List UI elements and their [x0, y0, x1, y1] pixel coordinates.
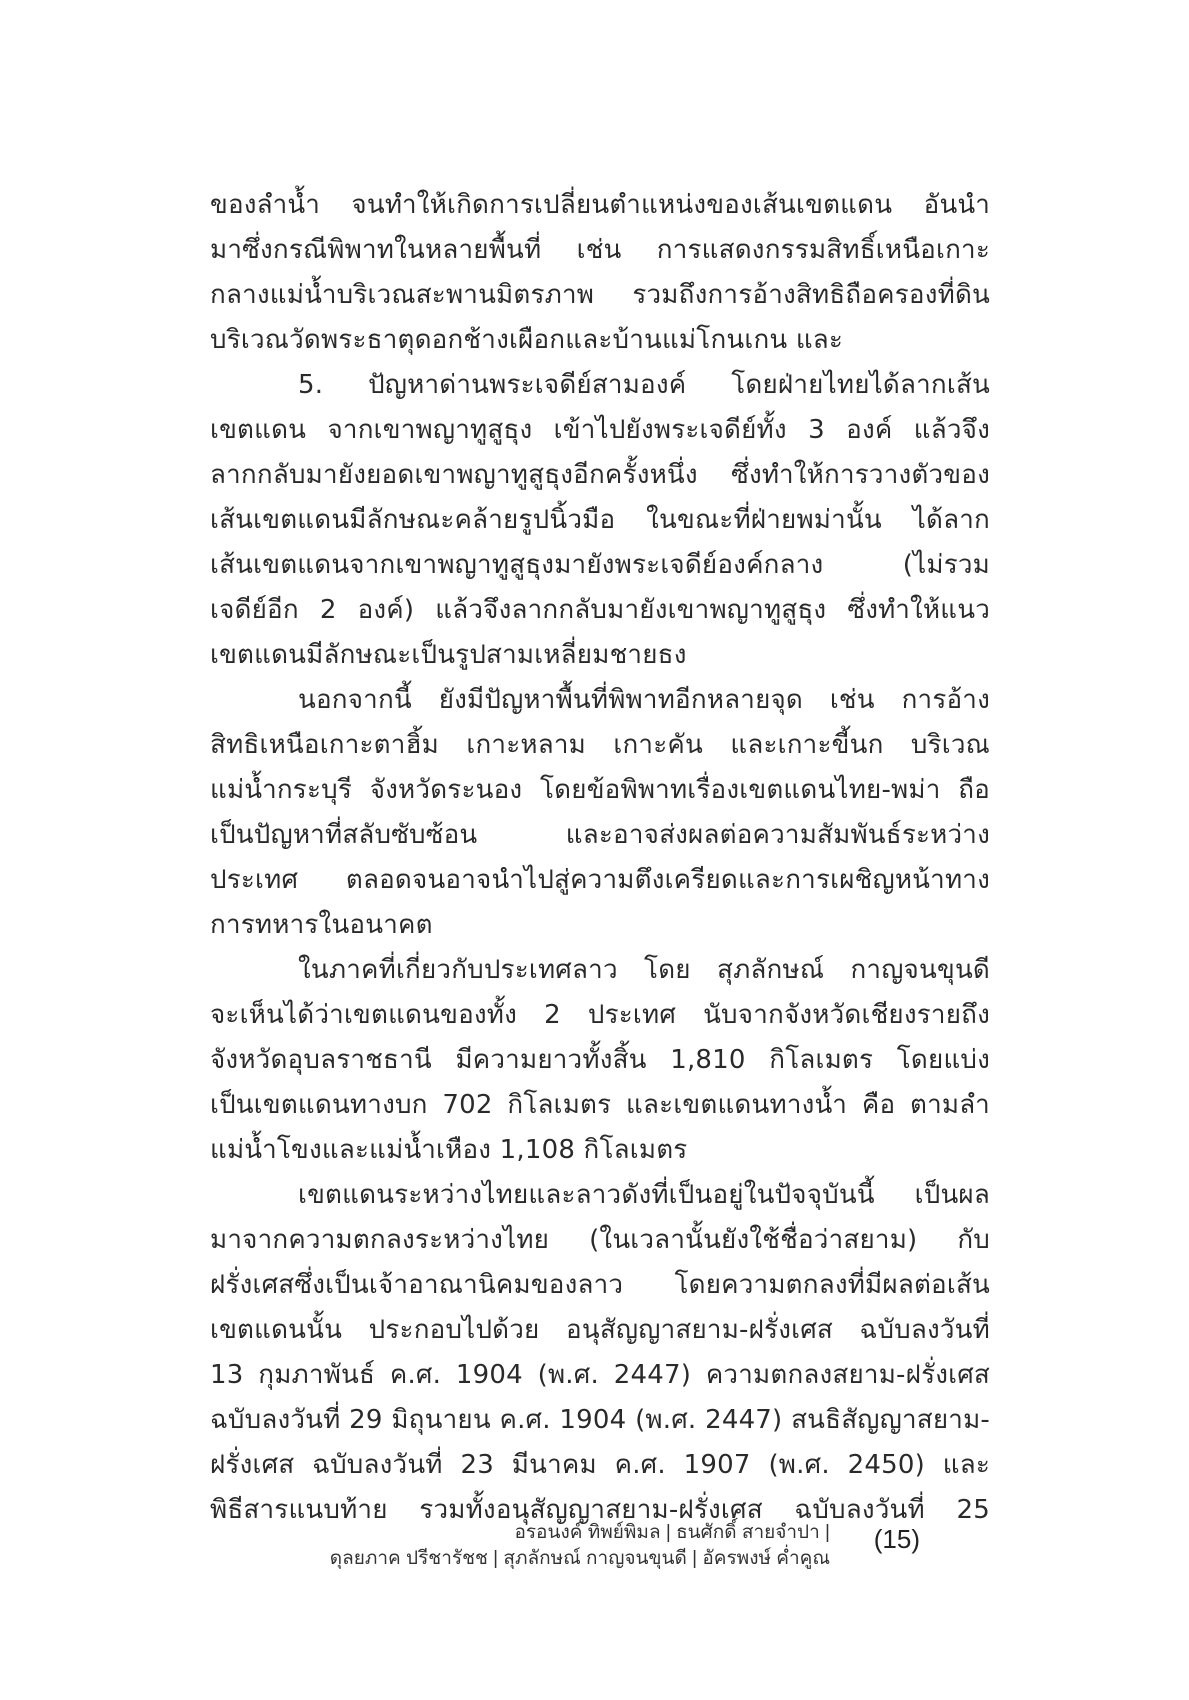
text-line: พิธีสารแนบท้าย รวมทั้งอนุสัญญาสยาม-ฝรั่งเศส ฉบับลงวันที่ 25 — [210, 1495, 990, 1525]
text-line: ฝรั่งเศสซึ่งเป็นเจ้าอาณานิคมของลาว โดยความตกลงที่มีผลต่อเส้น — [210, 1270, 990, 1300]
text-line: มาซึ่งกรณีพิพาทในหลายพื้นที่ เช่น การแสดงกรรมสิทธิ์เหนือเกาะ — [210, 235, 990, 265]
text-line: เป็นปัญหาที่สลับซับซ้อน และอาจส่งผลต่อความสัมพันธ์ระหว่าง — [210, 820, 990, 850]
text-line: เส้นเขตแดนมีลักษณะคล้ายรูปนิ้วมือ ในขณะที่ฝ่ายพม่านั้น ได้ลาก — [210, 505, 990, 535]
text-line: เขตแดน จากเขาพญาทูสูธุง เข้าไปยังพระเจดีย์ทั้ง 3 องค์ แล้วจึง — [210, 415, 990, 445]
page-number: (15) — [873, 1524, 920, 1554]
text-line: กลางแม่น้ำบริเวณสะพานมิตรภาพ รวมถึงการอ้างสิทธิถือครองที่ดิน — [210, 280, 990, 310]
text-line: ในภาคที่เกี่ยวกับประเทศลาว โดย สุภลักษณ์ กาญจนขุนดี — [298, 955, 990, 985]
text-line: แม่น้ำโขงและแม่น้ำเหือง 1,108 กิโลเมตร — [210, 1135, 688, 1165]
author-credits-line-2: ดุลยภาค ปรีชารัชช | สุภลักษณ์ กาญจนขุนดี | อัครพงษ์ ค่ำคูณ — [329, 1548, 830, 1569]
text-line: 5. ปัญหาด่านพระเจดีย์สามองค์ โดยฝ่ายไทยได้ลากเส้น — [298, 370, 990, 400]
text-line: เขตแดนนั้น ประกอบไปด้วย อนุสัญญาสยาม-ฝรั่งเศส ฉบับลงวันที่ — [210, 1315, 990, 1345]
text-line: บริเวณวัดพระธาตุดอกช้างเผือกและบ้านแม่โกนเกน และ — [210, 325, 844, 355]
text-line: เป็นเขตแดนทางบก 702 กิโลเมตร และเขตแดนทางน้ำ คือ ตามลำ — [210, 1090, 990, 1120]
text-line: ลากกลับมายังยอดเขาพญาทูสูธุงอีกครั้งหนึ่ง ซึ่งทำให้การวางตัวของ — [210, 460, 990, 490]
text-line: 13 กุมภาพันธ์ ค.ศ. 1904 (พ.ศ. 2447) ความตกลงสยาม-ฝรั่งเศส — [210, 1360, 990, 1390]
author-credits-line-1: อรอนงค์ ทิพย์พิมล | ธนศักดิ์ สายจำปา | — [514, 1522, 830, 1543]
text-line: จะเห็นได้ว่าเขตแดนของทั้ง 2 ประเทศ นับจากจังหวัดเชียงรายถึง — [210, 1000, 990, 1030]
text-line: ฉบับลงวันที่ 29 มิถุนายน ค.ศ. 1904 (พ.ศ. 2447) สนธิสัญญาสยาม- — [210, 1405, 990, 1435]
text-line: แม่น้ำกระบุรี จังหวัดระนอง โดยข้อพิพาทเรื่องเขตแดนไทย-พม่า ถือ — [210, 775, 990, 805]
text-line: นอกจากนี้ ยังมีปัญหาพื้นที่พิพาทอีกหลายจุด เช่น การอ้าง — [298, 685, 990, 715]
text-line: เจดีย์อีก 2 องค์) แล้วจึงลากกลับมายังเขาพญาทูสูธุง ซึ่งทำให้แนว — [210, 595, 990, 625]
text-line: เขตแดนระหว่างไทยและลาวดังที่เป็นอยู่ในปัจจุบันนี้ เป็นผล — [298, 1180, 990, 1210]
text-line: เขตแดนมีลักษณะเป็นรูปสามเหลี่ยมชายธง — [210, 640, 687, 670]
text-line: เส้นเขตแดนจากเขาพญาทูสูธุงมายังพระเจดีย์องค์กลาง (ไม่รวม — [210, 550, 990, 580]
body-text — [210, 183, 990, 1533]
author-credits — [330, 1520, 830, 1572]
text-line: มาจากความตกลงระหว่างไทย (ในเวลานั้นยังใช้ชื่อว่าสยาม) กับ — [210, 1225, 990, 1255]
text-line: สิทธิเหนือเกาะตาฮิ้ม เกาะหลาม เกาะคัน และเกาะขี้นก บริเวณ — [210, 730, 990, 760]
text-line: ของลำน้ำ จนทำให้เกิดการเปลี่ยนตำแหน่งของเส้นเขตแดน อันนำ — [210, 190, 990, 220]
text-line: ประเทศ ตลอดจนอาจนำไปสู่ความตึงเครียดและการเผชิญหน้าทาง — [210, 865, 990, 895]
page-footer — [320, 1520, 920, 1590]
text-line: การทหารในอนาคต — [210, 910, 433, 940]
text-line: จังหวัดอุบลราชธานี มีความยาวทั้งสิ้น 1,810 กิโลเมตร โดยแบ่ง — [210, 1045, 990, 1075]
text-line: ฝรั่งเศส ฉบับลงวันที่ 23 มีนาคม ค.ศ. 1907 (พ.ศ. 2450) และ — [210, 1450, 990, 1480]
